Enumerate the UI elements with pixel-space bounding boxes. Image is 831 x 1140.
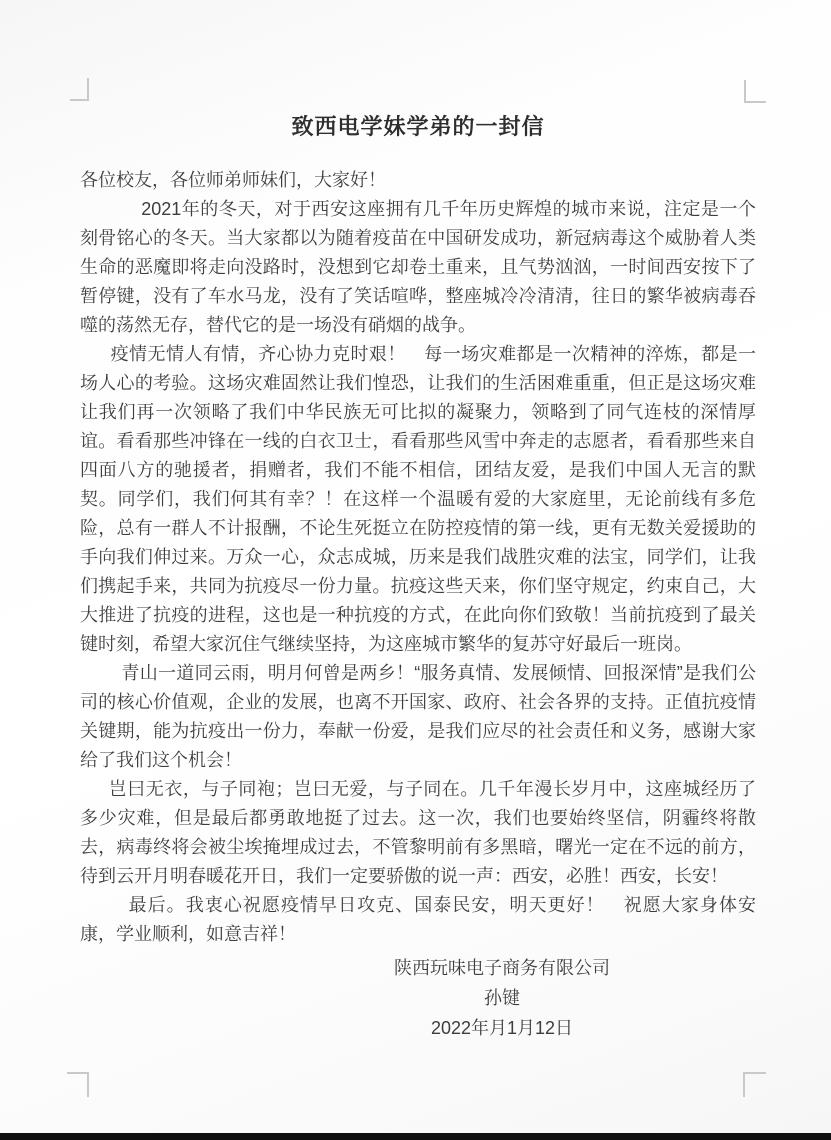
- letter-paragraph: 青山一道同云雨，明月何曾是两乡！“服务真情、发展倾情、回报深情”是我们公司的核心价值观，企业的发展，也离不开国家、政府、社会各界的支持。正值抗疫情关键期，能为抗疫出一份力，奉献一份爱，是我们应尽的社会责任和义务，感谢大家给了我们这个机会！: [80, 663, 756, 770]
- letter-paragraph: 2021年的冬天，对于西安这座拥有几千年历史辉煌的城市来说，注定是一个刻骨铭心的冬天。当大家都以为随着疫苗在中国研发成功，新冠病毒这个威胁着人类生命的恶魔即将走向没路时，没想到它却卷土重来，且气势汹汹，一时间西安按下了暂停键，没有了车水马龙，没有了笑话喧哗，整座城冷冷清清，往日的繁华被病毒吞噬的荡然无存，替代它的是一场没有硝烟的战争。: [80, 199, 756, 335]
- page-corner-mark-top-left: [70, 78, 89, 101]
- signature-name: 孙键: [484, 988, 520, 1008]
- page-corner-mark-top-right: [744, 80, 766, 103]
- letter-paragraph: 最后。我衷心祝愿疫情早日攻克、国泰民安，明天更好！ 祝愿大家身体安康，学业顺利，如意吉祥！: [80, 895, 756, 944]
- letter-paragraph: 各位校友，各位师弟师妹们，大家好！: [80, 170, 386, 190]
- page-corner-mark-bottom-right: [743, 1072, 766, 1097]
- letter-title: 致西电学妹学弟的一封信: [291, 114, 545, 139]
- signature-date: 2022年月1月12日: [430, 1018, 574, 1038]
- signature-block: [164, 953, 831, 1043]
- letter-body: [80, 166, 756, 949]
- page-corner-mark-bottom-left: [67, 1072, 89, 1097]
- signature-company: 陕西玩味电子商务有限公司: [394, 958, 610, 978]
- letter-paragraph: 岂曰无衣，与子同袍；岂曰无爱，与子同在。几千年漫长岁月中，这座城经历了多少灾难，但是最后都勇敢地挺了过去。这一次，我们也要始终坚信，阴霾终将散去，病毒终将会被尘埃掩埋成过去，不管黎明前有多黑暗，曙光一定在不远的前方，待到云开月明春暖花开日，我们一定要骄傲的说一声：西安，必胜！西安，长安！: [80, 779, 756, 886]
- letter-paragraph: 疫情无情人有情，齐心协力克时艰！ 每一场灾难都是一次精神的淬炼，都是一场人心的考验。这场灾难固然让我们惶恐，让我们的生活困难重重，但正是这场灾难让我们再一次领略了我们中华民族无可比拟的凝聚力，领略到了同气连枝的深情厚谊。看看那些冲锋在一线的白衣卫士，看看那些风雪中奔走的志愿者，看看那些来自四面八方的驰援者，捐赠者，我们不能不相信，团结友爱，是我们中国人无言的默契。同学们，我们何其有幸？！在这样一个温暖有爱的大家庭里，无论前线有多危险，总有一群人不计报酬，不论生死挺立在防控疫情的第一线，更有无数关爱援助的手向我们伸过来。万众一心，众志成城，历来是我们战胜灾难的法宝，同学们，让我们携起手来，共同为抗疫尽一份力量。抗疫这些天来，你们坚守规定，约束自己，大大推进了抗疫的进程，这也是一种抗疫的方式，在此向你们致敬！当前抗疫到了最关键时刻，希望大家沉住气继续坚持，为这座城市繁华的复苏守好最后一班岗。: [80, 344, 756, 654]
- photo-bottom-edge: [0, 1133, 831, 1140]
